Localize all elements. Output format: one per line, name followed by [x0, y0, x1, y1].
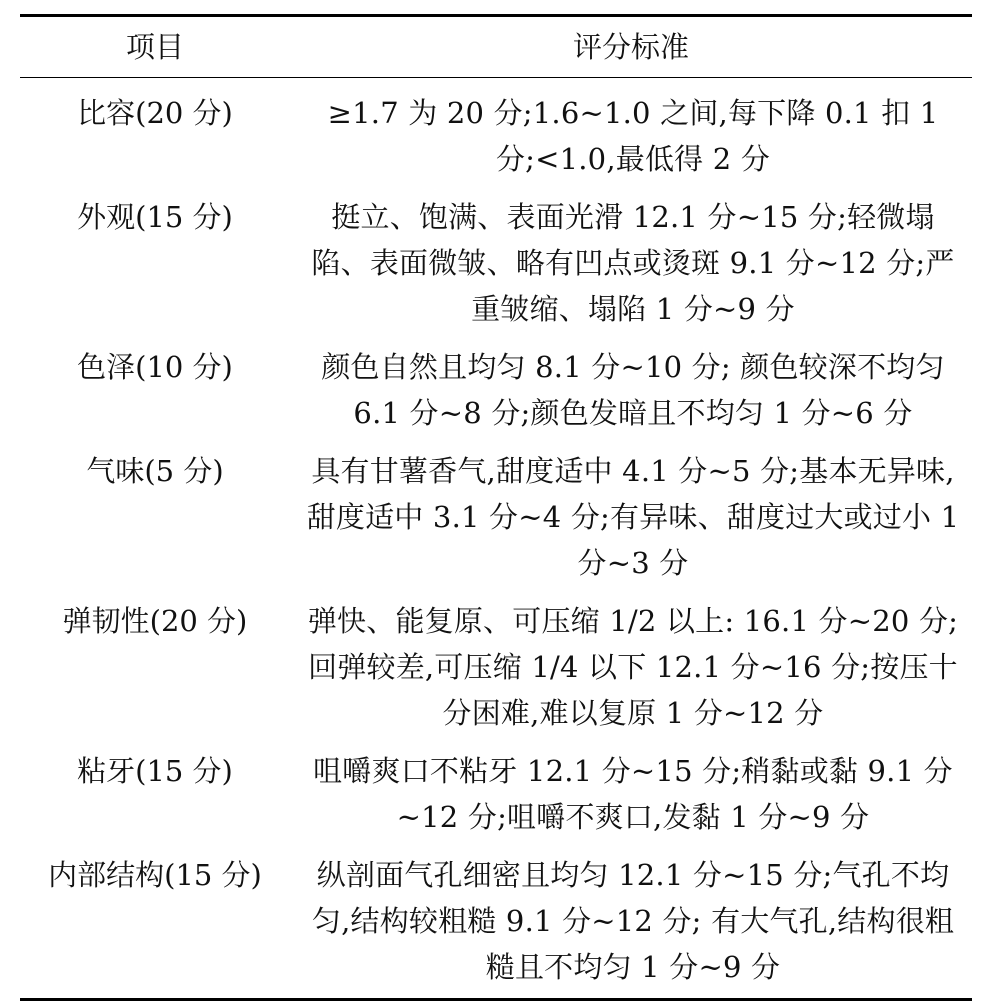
table-row — [20, 442, 972, 592]
row-item: 内部结构(15 分) — [48, 858, 262, 892]
row-criteria: 纵剖面气孔细密且均匀 12.1 分~15 分;气孔不均匀,结构较粗糙 9.1 分~12 分; 有大气孔,结构很粗糙且不均匀 1 分~9 分 — [311, 858, 955, 984]
table-row — [20, 742, 972, 846]
row-item: 色泽(10 分) — [77, 350, 233, 384]
row-criteria: 咀嚼爽口不粘牙 12.1 分~15 分;稍黏或黏 9.1 分~12 分;咀嚼不爽口,发黏 1 分~9 分 — [313, 754, 953, 834]
row-criteria: 弹快、能复原、可压缩 1/2 以上: 16.1 分~20 分;回弹较差,可压缩 1/4 以下 12.1 分~16 分;按压十分困难,难以复原 1 分~12 分 — [307, 604, 959, 730]
row-criteria: 具有甘薯香气,甜度适中 4.1 分~5 分;基本无异味,甜度适中 3.1 分~4 分;有异味、甜度过大或过小 1 分~3 分 — [306, 454, 960, 580]
row-item: 比容(20 分) — [77, 96, 233, 130]
table-row — [20, 846, 972, 998]
header-row — [20, 17, 972, 77]
header-item: 项目 — [125, 30, 184, 64]
criteria-table — [20, 17, 972, 77]
table-row — [20, 592, 972, 742]
scoring-table — [20, 14, 972, 1001]
row-item: 外观(15 分) — [77, 200, 233, 234]
criteria-body — [20, 78, 972, 998]
table-row — [20, 78, 972, 188]
row-item: 弹韧性(20 分) — [62, 604, 248, 638]
row-item: 粘牙(15 分) — [77, 754, 233, 788]
row-criteria: 颜色自然且均匀 8.1 分~10 分; 颜色较深不均匀 6.1 分~8 分;颜色发暗且不均匀 1 分~6 分 — [321, 350, 945, 430]
table-row — [20, 338, 972, 442]
row-item: 气味(5 分) — [86, 454, 224, 488]
header-criteria: 评分标准 — [572, 30, 689, 64]
row-criteria: ≥1.7 为 20 分;1.6~1.0 之间,每下降 0.1 扣 1 分;<1.0,最低得 2 分 — [327, 96, 939, 176]
table-row — [20, 188, 972, 338]
row-criteria: 挺立、饱满、表面光滑 12.1 分~15 分;轻微塌陷、表面微皱、略有凹点或烫斑 9.1 分~12 分;严重皱缩、塌陷 1 分~9 分 — [311, 200, 955, 326]
